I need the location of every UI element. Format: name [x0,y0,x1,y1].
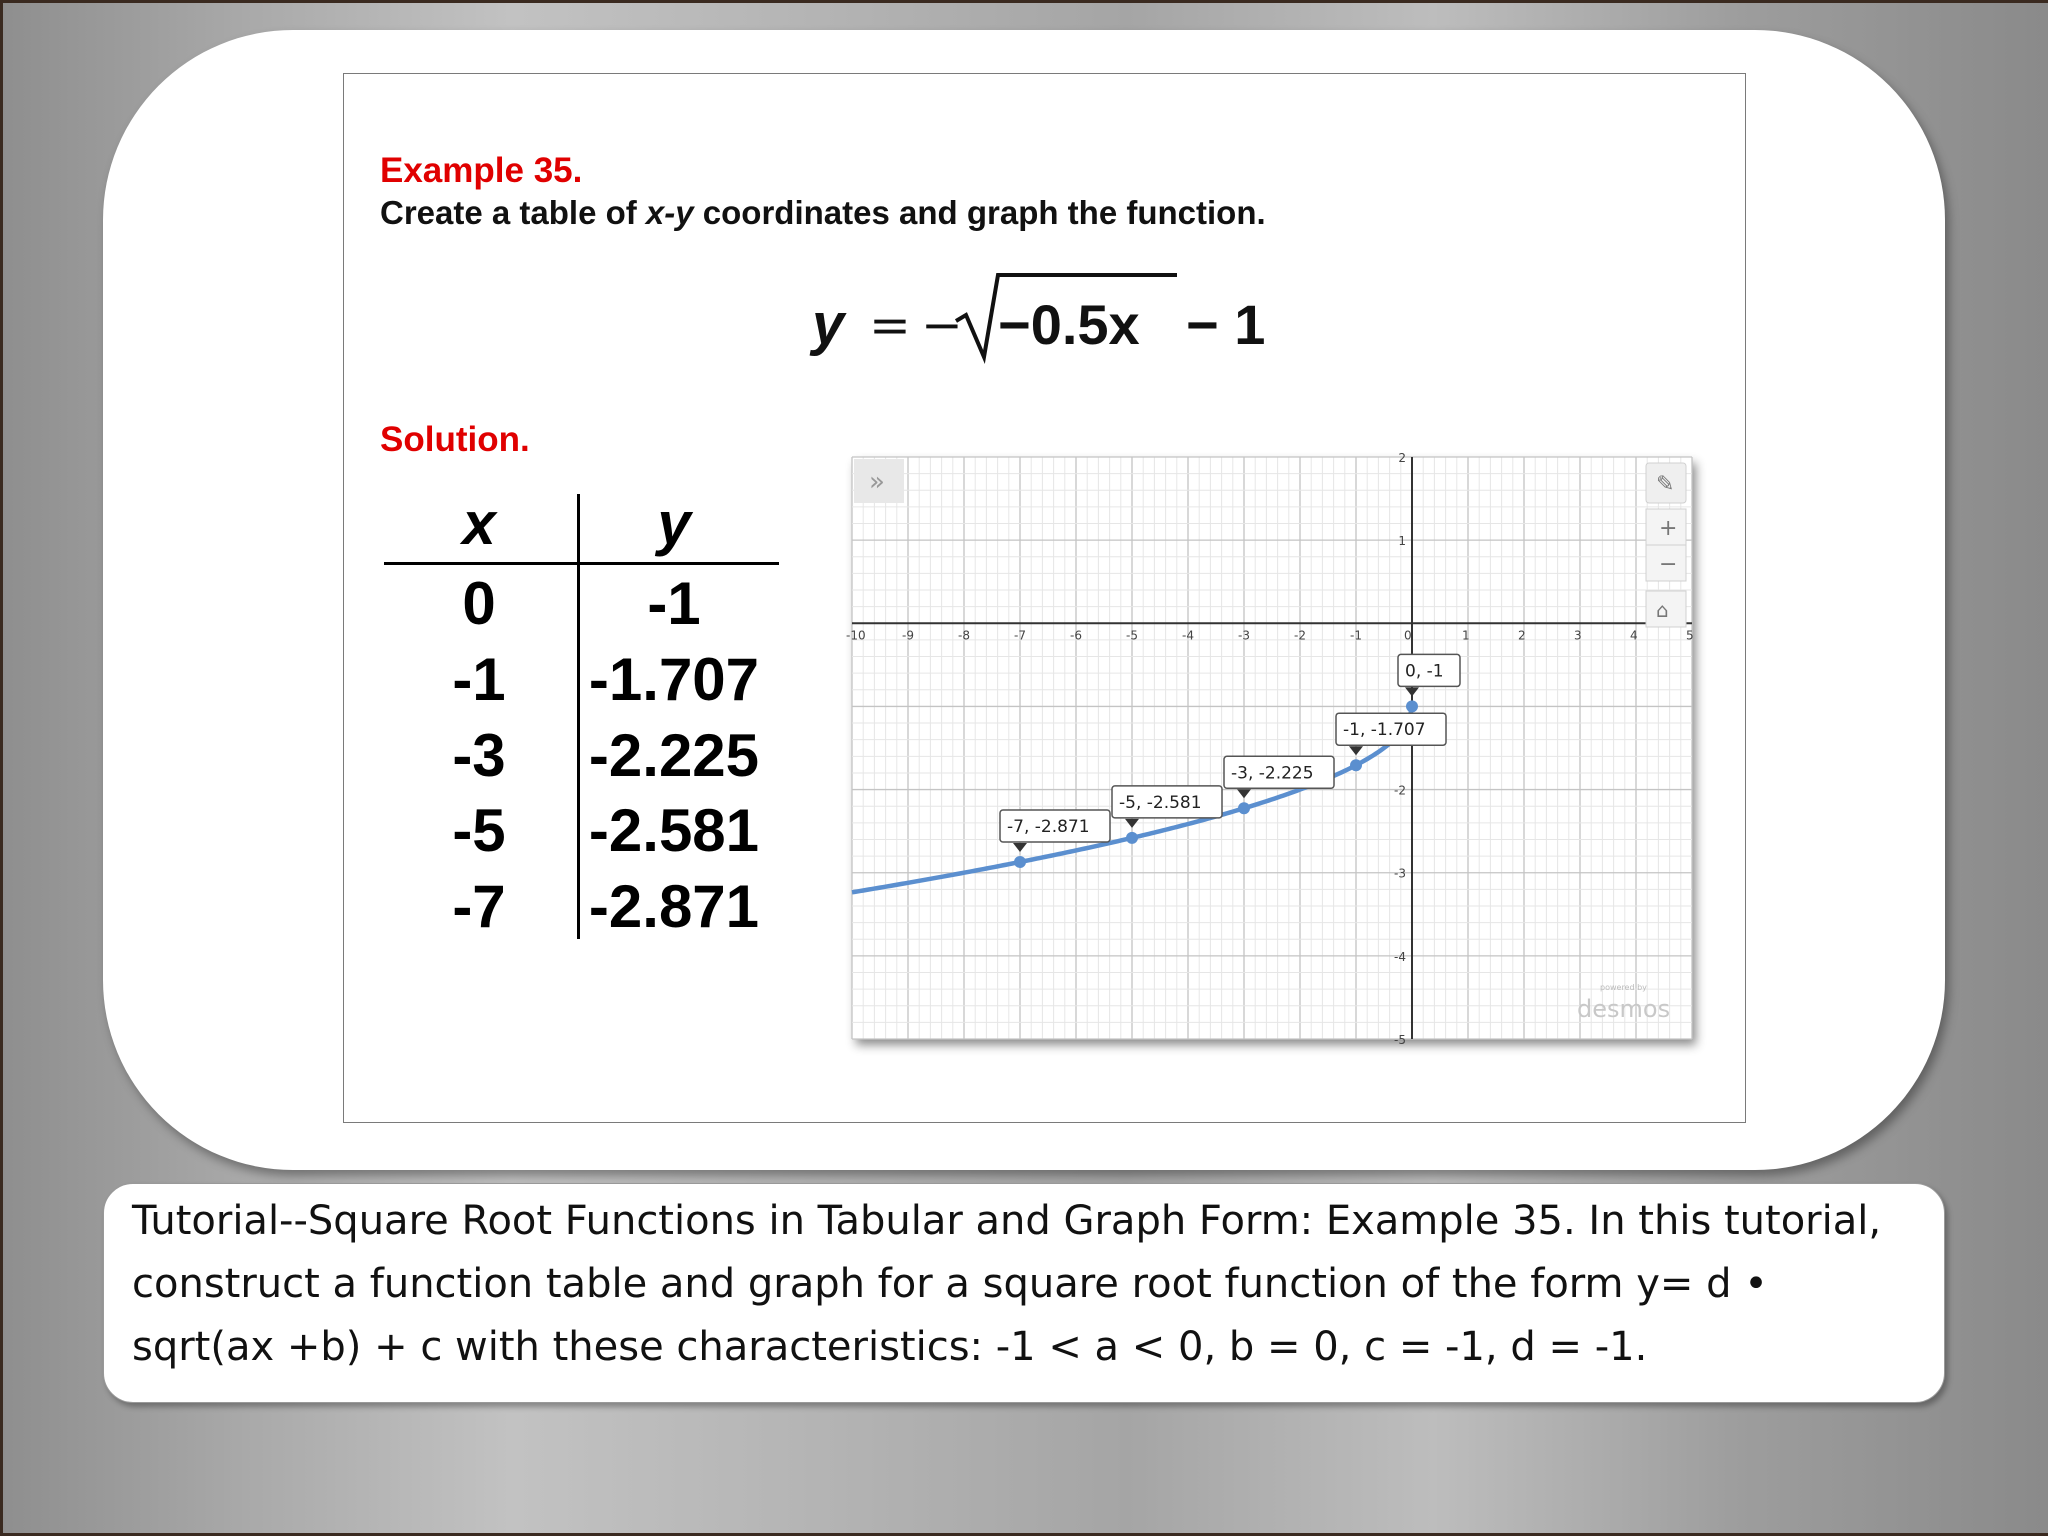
instruction-suffix: coordinates and graph the function. [693,194,1266,231]
graph-background [852,457,1692,1039]
frame-left-line [0,0,3,1536]
point-label-text: -5, -2.581 [1119,792,1202,813]
equation-equals: = [869,296,911,354]
table-cell-y: -2.581 [588,797,760,864]
x-tick-label: 1 [1462,628,1470,643]
y-tick-label: -2 [1394,783,1406,798]
y-tick-label: 1 [1398,534,1406,549]
x-tick-label: -7 [1014,628,1026,643]
instruction-variable: x-y [645,194,694,231]
xy-table [384,490,784,954]
data-point [1238,802,1250,814]
instruction-text [380,194,1266,232]
slide-card [103,30,1945,1170]
desmos-graph [846,451,1694,1047]
wrench-icon: ✎ [1656,472,1675,497]
equation-radicand: −0.5x [998,293,1140,356]
x-tick-label: 0 [1404,628,1412,643]
equation-minus: − [921,296,963,354]
x-tick-label: -1 [1350,628,1362,643]
x-tick-label: -9 [902,628,914,643]
table-cell-x: -7 [452,873,506,940]
x-tick-label: -6 [1070,628,1082,643]
x-tick-label: -4 [1182,628,1194,643]
data-point [1126,832,1138,844]
table-cell-y: -2.871 [588,873,760,940]
y-tick-label: -4 [1394,949,1406,964]
equation-lhs: y [812,292,845,357]
zoom-in-label: + [1659,516,1678,541]
y-tick-label: 2 [1398,451,1406,465]
point-label-text: 0, -1 [1405,661,1444,682]
data-point [1406,700,1418,712]
y-tick-label: -5 [1394,1033,1406,1047]
table-header-rule [384,562,779,565]
zoom-out-label: − [1659,552,1678,577]
table-header-x: x [462,490,496,557]
equation-tail: − 1 [1186,293,1266,356]
table-cell-x: -1 [452,646,506,713]
data-point [1350,759,1362,771]
x-tick-label: -10 [846,628,866,643]
x-tick-label: 2 [1518,628,1526,643]
point-label-text: -1, -1.707 [1343,720,1426,741]
table-cell-x: 0 [462,570,496,637]
home-icon: ⌂ [1656,598,1669,622]
data-point [1014,856,1026,868]
frame-top-line [0,0,2048,3]
table-header-y: y [657,490,691,557]
table-cell-y: -2.225 [588,722,760,789]
watermark-small: powered by [1600,983,1647,992]
table-cell-x: -3 [452,722,506,789]
x-tick-label: -3 [1238,628,1250,643]
point-label-text: -7, -2.871 [1007,816,1090,837]
y-tick-label: -3 [1394,866,1406,881]
solution-heading: Solution. [380,420,530,459]
x-tick-label: 3 [1574,628,1582,643]
x-tick-label: -5 [1126,628,1138,643]
x-tick-label: 5 [1686,628,1694,643]
function-equation [344,269,1747,369]
x-tick-label: -2 [1294,628,1306,643]
table-cell-y: -1 [647,570,701,637]
table-cell-y: -1.707 [588,646,760,713]
x-tick-label: -8 [958,628,970,643]
double-chevron-right-icon: » [869,467,885,497]
desmos-watermark: desmos [1577,995,1671,1023]
example-heading: Example 35. [380,151,583,190]
caption-text: Tutorial--Square Root Functions in Tabular and Graph Form: Example 35. In this tutorial, construct a function table and graph for a square root function of the form y= d • sqrt(ax +b) + c with these characteristics: -1 < a < 0, b = 0, c = -1, d = -1. [132,1198,1882,1370]
point-label-text: -3, -2.225 [1231,763,1314,784]
x-tick-label: 4 [1630,628,1638,643]
table-cell-x: -5 [452,797,506,864]
slide-content [343,73,1746,1123]
instruction-prefix: Create a table of [380,194,646,231]
caption-box [103,1183,1945,1403]
